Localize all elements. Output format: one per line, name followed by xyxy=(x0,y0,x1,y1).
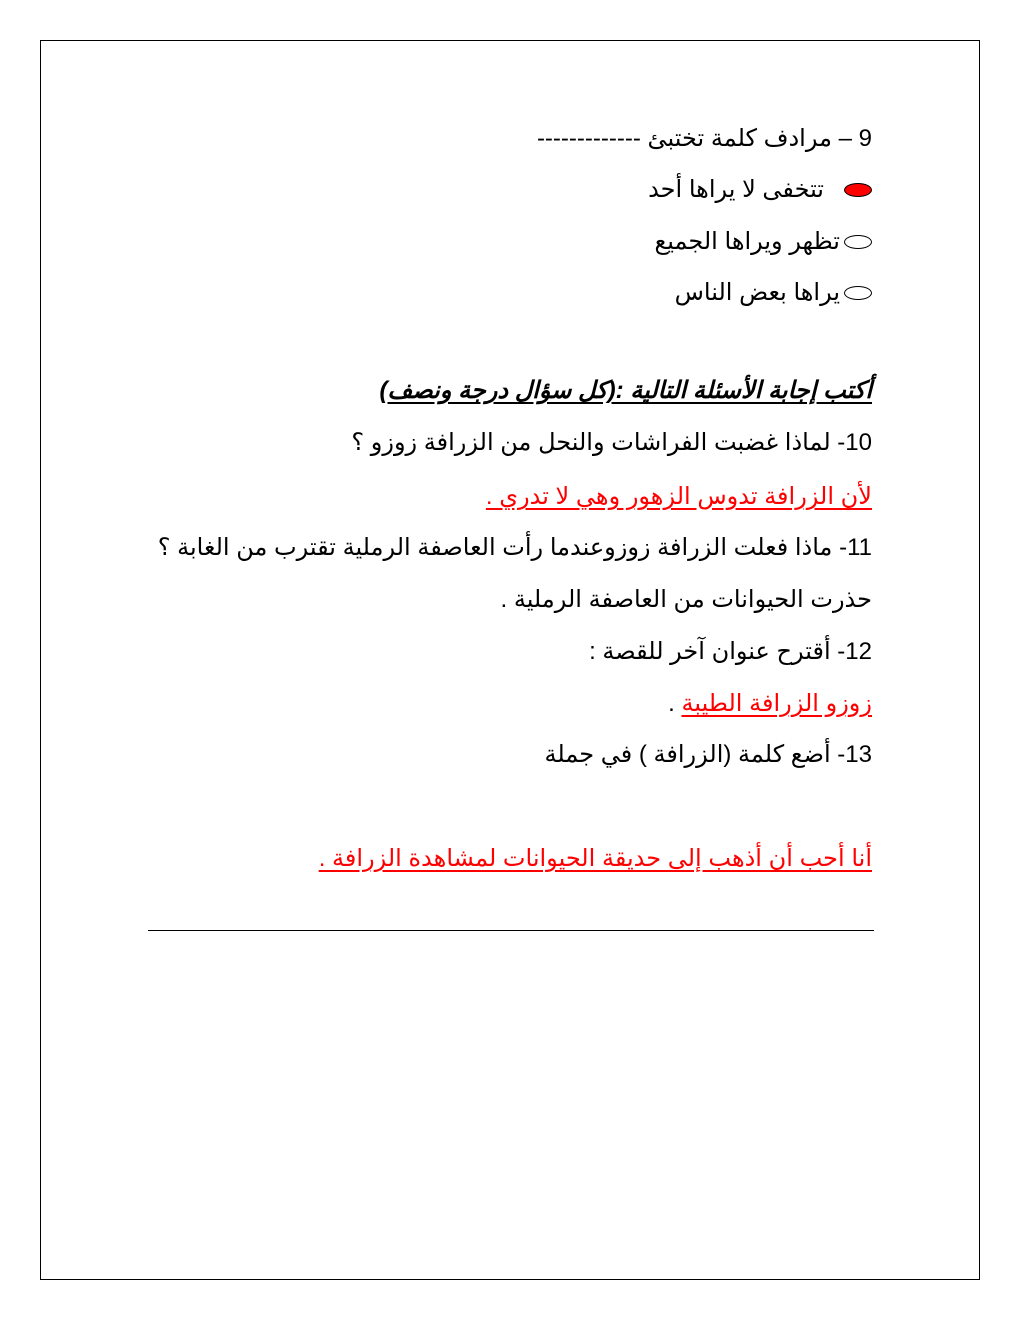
radio-empty-icon[interactable] xyxy=(844,235,872,249)
q9-option-2[interactable] xyxy=(654,227,872,257)
q13-question: 13- أضع كلمة (الزرافة ) في جملة xyxy=(544,741,872,768)
q9-option-1[interactable] xyxy=(648,175,872,205)
q13-answer: أنا أحب أن أذهب إلى حديقة الحيوانات لمشاهدة الزرافة . xyxy=(318,845,872,872)
divider-line xyxy=(148,930,874,931)
section-heading: أكتب إجابة الأسئلة التالية :(كل سؤال درجة ونصف) xyxy=(379,377,872,404)
q10-answer: لأن الزرافة تدوس الزهور وهي لا تدري . xyxy=(485,483,872,510)
q11-question: 11- ماذا فعلت الزرافة زوزوعندما رأت العاصفة الرملية تقترب من الغابة ؟ xyxy=(157,534,872,561)
q9-option-3[interactable] xyxy=(675,278,872,308)
q9-option-2-label: تظهر ويراها الجميع xyxy=(654,228,840,255)
q11-answer: حذرت الحيوانات من العاصفة الرملية . xyxy=(500,586,872,613)
q10-question: 10- لماذا غضبت الفراشات والنحل من الزرافة زوزو ؟ xyxy=(351,429,872,456)
q12-answer-suffix: . xyxy=(668,690,682,717)
q12-answer-line xyxy=(668,689,872,719)
q12-answer: زوزو الزرافة الطيبة xyxy=(681,690,872,717)
q9-question: 9 – مرادف كلمة تختبئ ------------- xyxy=(536,125,872,152)
radio-empty-icon[interactable] xyxy=(844,286,872,300)
q9-option-3-label: يراها بعض الناس xyxy=(674,279,840,306)
q12-question: 12- أقترح عنوان آخر للقصة : xyxy=(589,638,872,665)
q9-option-1-label: تتخفى لا يراها أحد xyxy=(648,176,824,203)
radio-selected-icon[interactable] xyxy=(844,183,872,197)
